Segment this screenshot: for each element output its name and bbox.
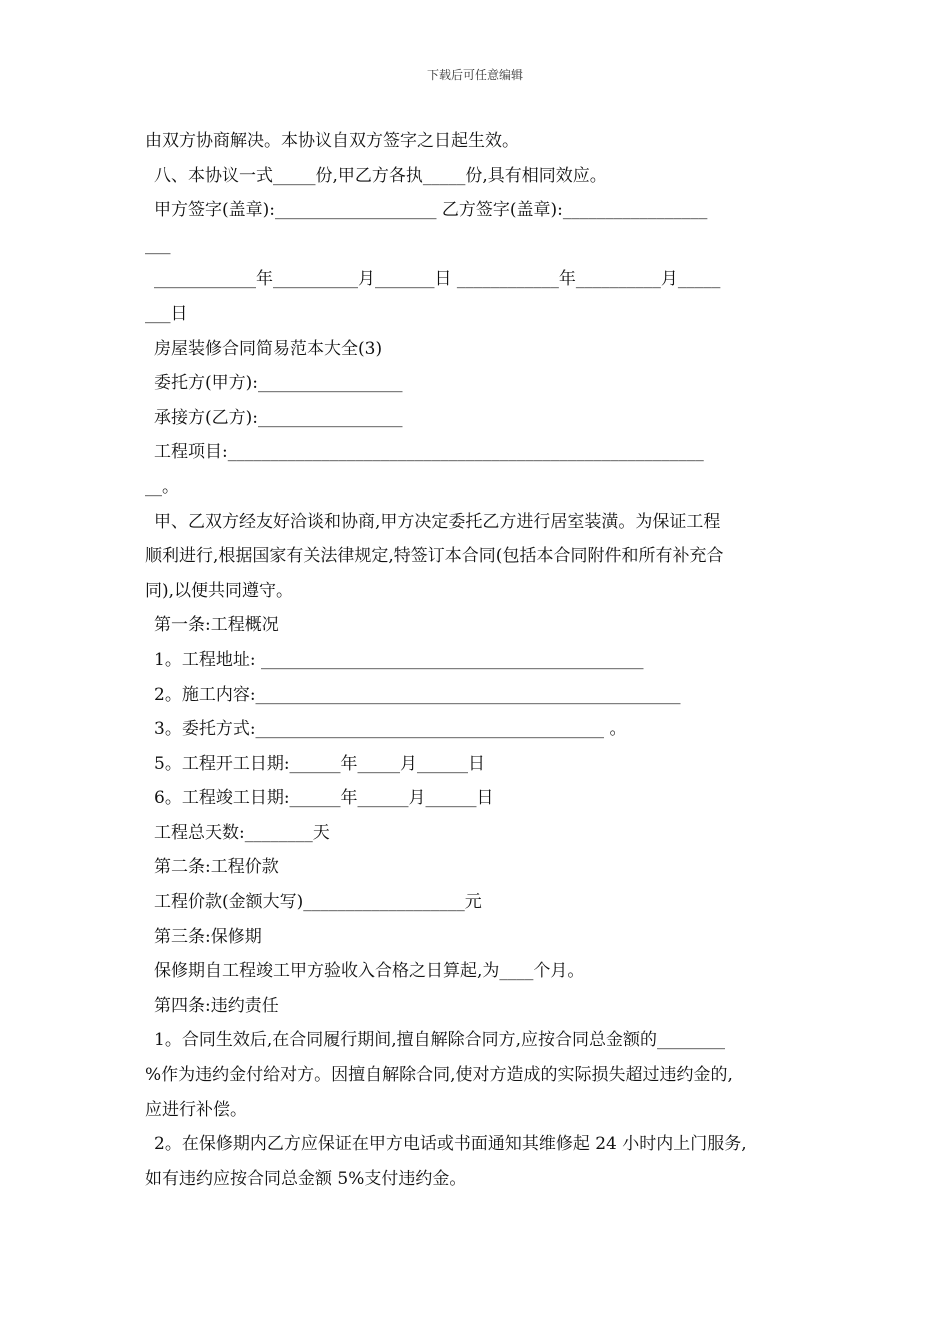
- text-line: 甲、乙双方经友好洽谈和协商,甲方决定委托乙方进行居室装潢。为保证工程: [154, 511, 721, 532]
- document-body: [145, 124, 807, 1196]
- text-line: 如有违约应按合同总金额 5%支付违约金。: [145, 1168, 467, 1189]
- section-title: 房屋装修合同简易范本大全(3): [154, 338, 383, 359]
- text-line: ___: [145, 234, 171, 255]
- text-line: 工程项目:________________________________________________________: [154, 442, 704, 463]
- text-line: 3。委托方式:_________________________________________ 。: [154, 719, 627, 740]
- text-line: 顺利进行,根据国家有关法律规定,特签订本合同(包括本合同附件和所有补充合: [145, 546, 724, 567]
- text-line: 2。在保修期内乙方应保证在甲方电话或书面通知其维修起 24 小时内上门服务,: [154, 1134, 747, 1155]
- article-heading: 第一条:工程概况: [154, 615, 279, 636]
- text-line: 由双方协商解决。本协议自双方签字之日起生效。: [145, 131, 519, 151]
- text-line: 委托方(甲方):_________________: [154, 373, 403, 394]
- article-heading: 第二条:工程价款: [154, 857, 279, 878]
- article-heading: 第三条:保修期: [154, 926, 262, 947]
- text-line: 1。合同生效后,在合同履行期间,擅自解除合同方,应按合同总金额的________: [154, 1030, 726, 1051]
- text-line: %作为违约金付给对方。因擅自解除合同,使对方造成的实际损失超过违约金的,: [145, 1065, 733, 1086]
- text-line: 1。工程地址: _____________________________________________: [154, 649, 644, 670]
- text-line: 保修期自工程竣工甲方验收入合格之日算起,为____个月。: [154, 961, 585, 982]
- text-line: 应进行补偿。: [145, 1099, 247, 1120]
- text-line: __。: [145, 476, 179, 497]
- text-line: 八、本协议一式_____份,甲乙方各执_____份,具有相同效应。: [154, 165, 607, 186]
- text-line: 工程价款(金额大写)___________________元: [154, 892, 482, 913]
- text-line: 2。施工内容:__________________________________________________: [154, 684, 681, 705]
- page-header-note: 下载后可任意编辑: [426, 68, 523, 82]
- text-line: 承接方(乙方):_________________: [154, 407, 403, 428]
- text-line: 同),以便共同遵守。: [145, 580, 294, 601]
- text-line: 5。工程开工日期:______年_____月______日: [154, 753, 486, 774]
- text-line: 工程总天数:________天: [154, 822, 330, 843]
- signature-line: 甲方签字(盖章):___________________ 乙方签字(盖章):_________________: [154, 200, 708, 221]
- date-line: ____________年__________月_______日 ____________年__________月_____: [154, 269, 721, 290]
- text-line: 6。工程竣工日期:______年______月______日: [154, 788, 494, 809]
- text-line: ___日: [145, 303, 188, 324]
- article-heading: 第四条:违约责任: [154, 995, 279, 1016]
